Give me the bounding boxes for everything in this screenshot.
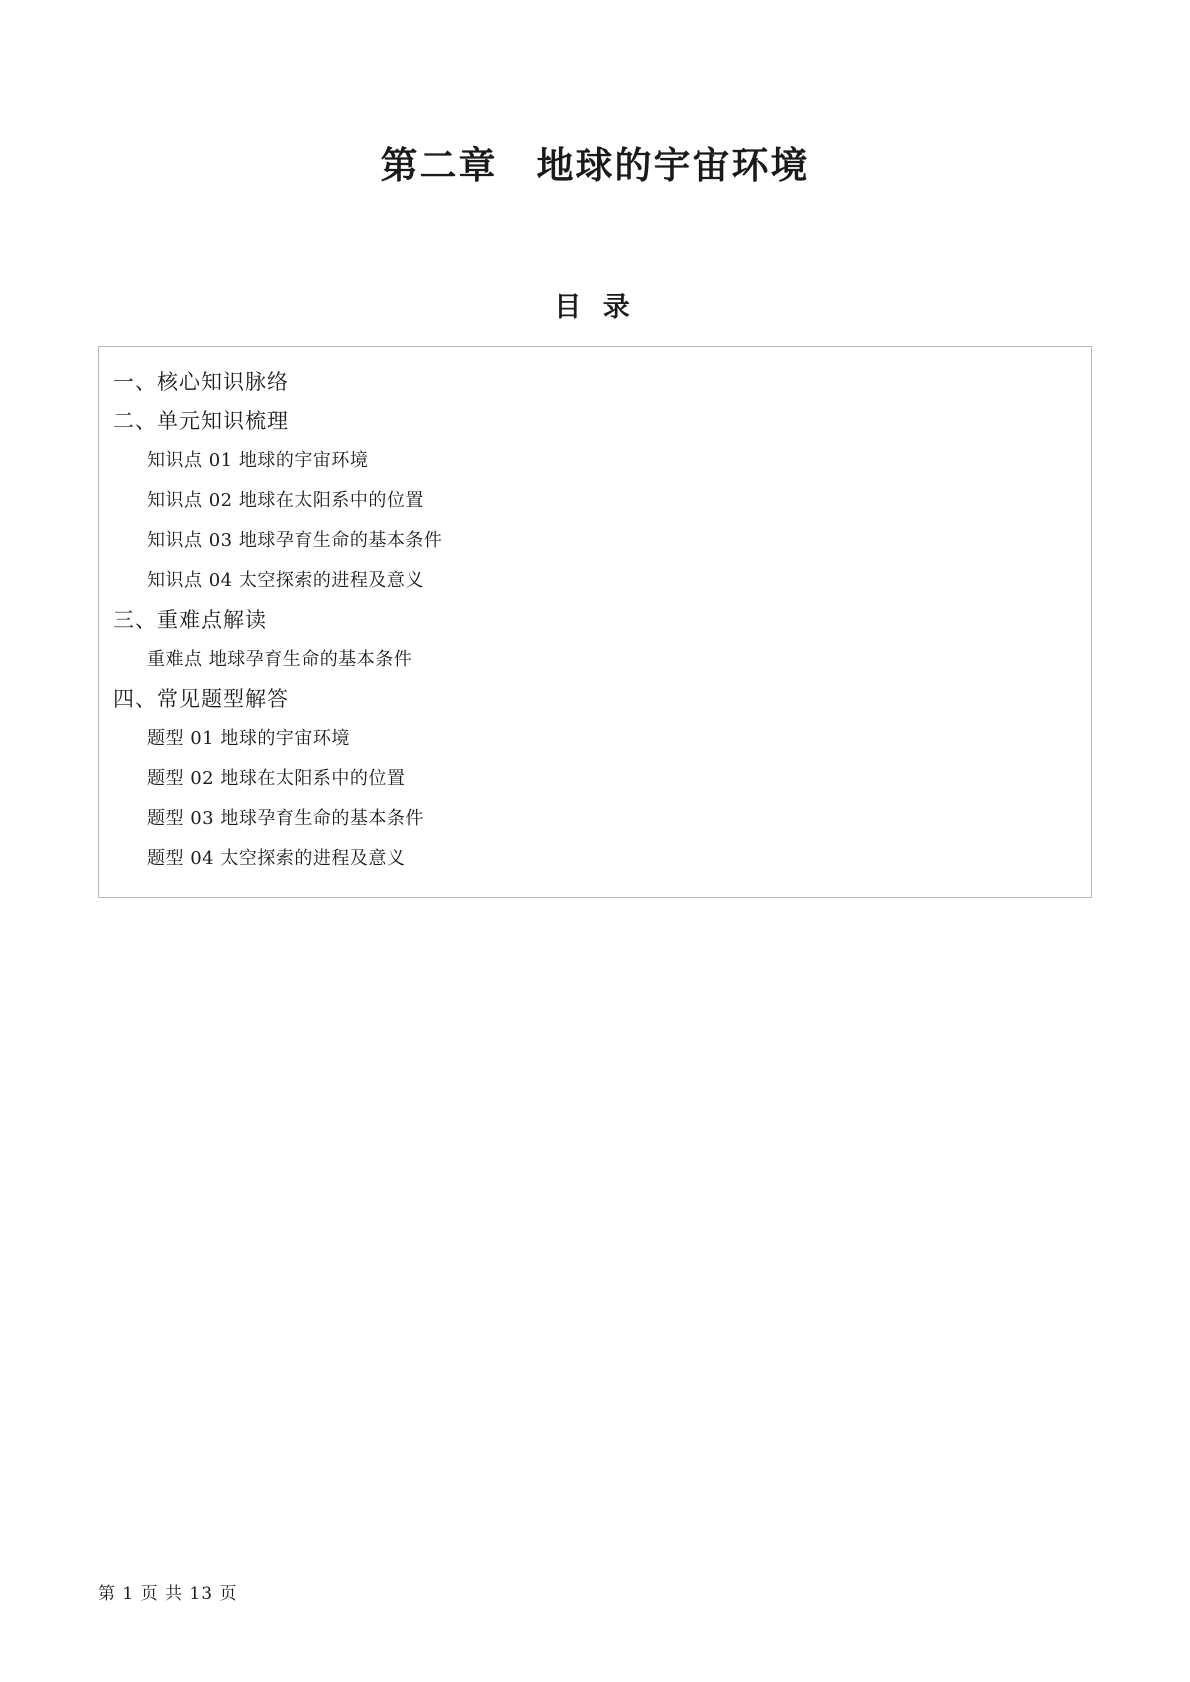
toc-entry-core-knowledge[interactable]: 一、核心知识脉络 xyxy=(113,370,289,394)
toc-entry-knowledge-point-01[interactable]: 知识点 01 地球的宇宙环境 xyxy=(147,450,369,471)
toc-heading: 目 录 xyxy=(554,292,636,323)
table-of-contents xyxy=(98,346,1092,898)
toc-entry-question-type-02[interactable]: 题型 02 地球在太阳系中的位置 xyxy=(147,768,406,789)
toc-entry-knowledge-point-02[interactable]: 知识点 02 地球在太阳系中的位置 xyxy=(147,490,424,511)
toc-entry-unit-review[interactable]: 二、单元知识梳理 xyxy=(113,409,289,433)
toc-entry-question-type-01[interactable]: 题型 01 地球的宇宙环境 xyxy=(147,728,350,749)
toc-entry-question-type-04[interactable]: 题型 04 太空探索的进程及意义 xyxy=(147,848,406,869)
toc-entry-key-difficulty-item[interactable]: 重难点 地球孕育生命的基本条件 xyxy=(147,649,413,670)
page-title: 第二章 地球的宇宙环境 xyxy=(380,143,810,187)
toc-entry-knowledge-point-04[interactable]: 知识点 04 太空探索的进程及意义 xyxy=(147,570,424,591)
toc-entry-knowledge-point-03[interactable]: 知识点 03 地球孕育生命的基本条件 xyxy=(147,530,443,551)
toc-entry-question-type-03[interactable]: 题型 03 地球孕育生命的基本条件 xyxy=(147,808,424,829)
page-footer: 第 1 页 共 13 页 xyxy=(98,1584,238,1604)
toc-entry-key-difficulties[interactable]: 三、重难点解读 xyxy=(113,608,267,632)
toc-entry-common-questions[interactable]: 四、常见题型解答 xyxy=(113,687,289,711)
